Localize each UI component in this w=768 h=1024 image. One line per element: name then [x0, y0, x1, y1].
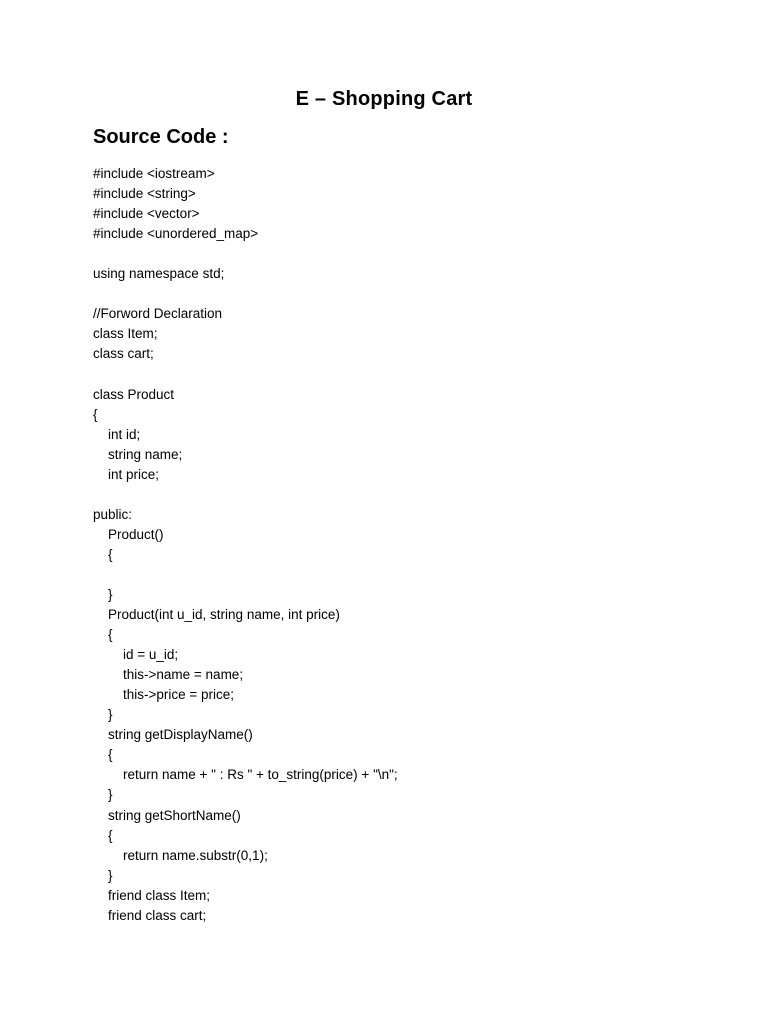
source-code-block	[93, 164, 733, 926]
document-title: E – Shopping Cart	[295, 88, 473, 110]
code-line: {	[93, 747, 113, 763]
section-heading: Source Code :	[93, 126, 229, 148]
code-line: #include <vector>	[93, 206, 200, 222]
code-line: return name.substr(0,1);	[93, 847, 268, 863]
code-line	[93, 565, 733, 585]
code-line: #include <iostream>	[93, 166, 215, 181]
code-line: return name + " : Rs " + to_string(price) + "\n";	[93, 767, 398, 783]
code-line: int id;	[93, 426, 141, 442]
code-line: Product()	[93, 526, 164, 542]
code-line: }	[93, 586, 113, 602]
code-line: id = u_id;	[93, 647, 179, 663]
code-line: this->price = price;	[93, 687, 235, 703]
code-line: {	[93, 827, 113, 843]
code-line: {	[93, 627, 113, 643]
code-line	[93, 485, 733, 505]
code-line: Product(int u_id, string name, int price)	[93, 607, 340, 623]
code-line: }	[93, 707, 113, 723]
code-line: class cart;	[93, 346, 154, 362]
code-line	[93, 244, 733, 264]
code-line: public:	[93, 506, 133, 522]
code-line: class Product	[93, 386, 175, 402]
code-line	[93, 364, 733, 384]
code-line: friend class Item;	[93, 887, 211, 903]
code-line: {	[93, 546, 113, 562]
code-line: string getDisplayName()	[93, 727, 253, 743]
code-line: string name;	[93, 446, 183, 462]
code-line: }	[93, 787, 113, 803]
code-line: class Item;	[93, 326, 158, 342]
code-line: }	[93, 867, 113, 883]
code-line: //Forword Declaration	[93, 306, 223, 322]
code-line: {	[93, 406, 98, 422]
code-line: int price;	[93, 466, 160, 482]
code-line	[93, 284, 733, 304]
code-line: using namespace std;	[93, 266, 225, 282]
code-line: #include <unordered_map>	[93, 226, 259, 242]
code-line: this->name = name;	[93, 667, 244, 683]
code-line: string getShortName()	[93, 807, 241, 823]
code-line: #include <string>	[93, 186, 196, 202]
code-line: friend class cart;	[93, 907, 207, 923]
